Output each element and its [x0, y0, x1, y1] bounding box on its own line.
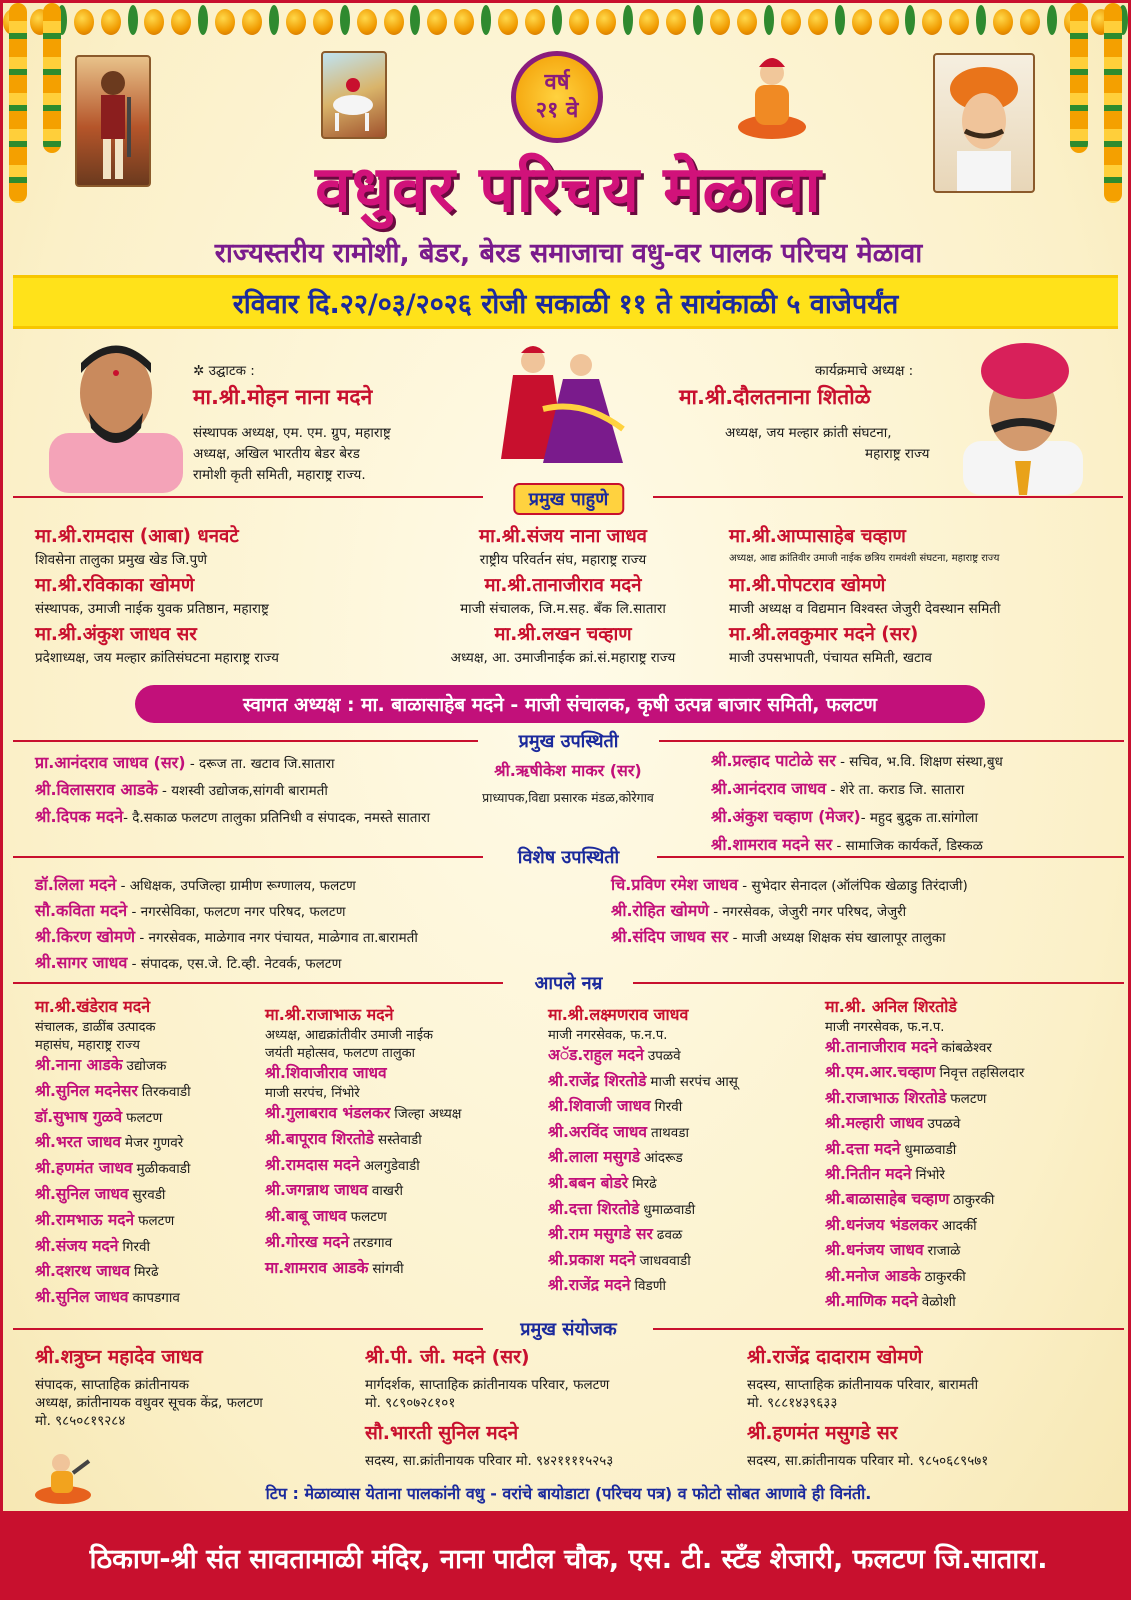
person-place: विडणी [634, 1278, 666, 1295]
person-place: उपळवे [647, 1048, 681, 1064]
person-name: श्री.दत्ता मदने [825, 1139, 901, 1158]
person-desc: - सचिव, भ.वि. शिक्षण संस्था,बुध [835, 754, 1003, 770]
person-name: श्री.शिवाजीराव जाधव [265, 1064, 387, 1082]
person-name: श्री.संजय मदने [35, 1236, 119, 1255]
person-place: निंभोरे [915, 1166, 945, 1183]
person-desc: माजी नगरसेवक, फ.न.प. [548, 1028, 668, 1043]
garland-flower [498, 9, 518, 35]
subtitle: राज्यस्तरीय रामोशी, बेडर, बेरड समाजाचा वधु-वर पालक परिचय मेळावा [214, 238, 923, 269]
garland-flower [242, 9, 262, 35]
person-name: श्री.धनंजय भंडलकर [825, 1215, 938, 1234]
person-place: फलटण [126, 1109, 163, 1126]
presence-row [35, 778, 328, 800]
guest-name: मा.श्री.रामदास (आबा) धनवटे [35, 526, 239, 547]
person-desc: संपादक, साप्ताहिक क्रांतीनायक [35, 1377, 189, 1393]
guest-name: मा.श्री.तानाजीराव मदने [484, 575, 642, 596]
person-place: निवृत्त तहसिलदार [939, 1065, 1025, 1082]
garland-leaf [128, 5, 138, 35]
person-name: मा.श्री.राजाभाऊ मदने [265, 1005, 394, 1024]
presence-heading: प्रमुख उपस्थिती [518, 731, 619, 752]
person-place: आदर्की [941, 1217, 977, 1234]
person-name: श्री.गोरख मदने [265, 1232, 350, 1251]
special-section-heading [3, 841, 1131, 873]
person-desc: महासंघ, महाराष्ट्र राज्य [35, 1038, 140, 1053]
person-desc: - अधिक्षक, उपजिल्हा ग्रामीण रूग्णालय, फलटण [116, 878, 356, 894]
garland-flower [949, 9, 969, 35]
guest-name: मा.श्री.रविकाका खोमणे [35, 575, 195, 596]
badge-line-1: वर्ष [544, 70, 570, 95]
list-item [265, 1127, 555, 1153]
person-name: प्रा.आनंदराव जाधव (सर) [35, 753, 186, 772]
guest-desc: अध्यक्ष, आ. उमाजीनाईक क्रां.सं.महाराष्ट्र राज्य [450, 650, 676, 666]
date-band [13, 275, 1118, 329]
person-desc: सदस्य, सा.क्रांतीनायक परिवार मो. ९८५०६८९५७१ [747, 1453, 989, 1469]
person-desc: प्राध्यापक,विद्या प्रसारक मंडळ,कोरेगाव [482, 790, 654, 805]
person-name: मा.श्री.लक्ष्मणराव जाधव [548, 1005, 689, 1024]
special-row [35, 873, 356, 895]
garland-leaf [905, 5, 915, 35]
person-desc: - सामाजिक कार्यकर्ते, डिस्कळ [832, 838, 983, 854]
person-place: मिरढे [133, 1264, 159, 1281]
person-desc: - दै.सकाळ फलटण तालुका प्रतिनिधी व संपादक, नमस्ते सातारा [123, 810, 430, 826]
guests-col-1 [35, 523, 415, 670]
list-item [825, 1289, 1115, 1314]
coordinator-3 [747, 1343, 1107, 1469]
person-name: श्री.एम.आर.चव्हाण [825, 1063, 936, 1082]
welcome-president-band [135, 685, 985, 723]
person-name: श्री.अंकुश चव्हाण (मेजर) [711, 807, 861, 826]
humble-heading: आपले नम्र [534, 973, 603, 994]
person-name: श्री.मल्हारी जाधव [825, 1114, 924, 1133]
person-name: सौ.कविता मदने [35, 901, 128, 920]
inaugurator-desc-1: संस्थापक अध्यक्ष, एम. एम. ग्रुप, महाराष्ट्र [193, 425, 391, 441]
main-title: वधुवर परिचय मेळावा [315, 152, 822, 227]
person-desc: - महुद बुद्रुक ता.सांगोला [860, 810, 978, 826]
person-place: सांगवी [372, 1260, 404, 1277]
person-desc: - शेरे ता. कराड जि. सातारा [826, 782, 965, 798]
list-item [825, 1111, 1115, 1136]
special-row [611, 899, 906, 921]
person-place: धुमाळवाडी [904, 1141, 957, 1158]
list-item [548, 1094, 828, 1120]
presence-row [35, 805, 430, 827]
list-item [825, 1264, 1115, 1289]
list-item [548, 1043, 828, 1069]
list-item [825, 1137, 1115, 1162]
person-name: श्री.माणिक मदने [825, 1291, 918, 1310]
right-garland-strand-2 [1070, 3, 1088, 153]
guest-desc: माजी संचालक, जि.म.सह. बँक लि.सातारा [460, 601, 666, 617]
person-place: मेजर गुणवरे [125, 1135, 184, 1152]
person-desc: सदस्य, सा.क्रांतीनायक परिवार मो. ९४२११११५२५३ [365, 1453, 614, 1469]
list-item [825, 1035, 1115, 1060]
list-item [35, 1259, 265, 1285]
guest-desc: माजी उपसभापती, पंचायत समिती, खटाव [729, 650, 932, 666]
person-phone: मो. ९८९०७२८१०१ [365, 1395, 456, 1411]
person-name: श्री.तानाजीराव मदने [825, 1038, 938, 1056]
garland-flower [286, 9, 306, 35]
guest-desc: प्रदेशाध्यक्ष, जय मल्हार क्रांतिसंघटना महाराष्ट्र राज्य [35, 650, 279, 666]
person-place: तिरकवाडी [141, 1083, 191, 1100]
list-item [35, 1105, 265, 1131]
garland-flower [454, 9, 474, 35]
list-item [548, 1222, 828, 1248]
person-place: जिल्हा अध्यक्ष [394, 1106, 462, 1122]
guests-col-2 [403, 523, 723, 670]
garland-flower [171, 9, 191, 35]
bride-groom-icon [473, 339, 643, 473]
person-place: ढवळ [656, 1227, 683, 1244]
garland-leaf [340, 5, 350, 35]
garland-flower [384, 9, 404, 35]
special-row [611, 873, 968, 895]
garland-leaf [623, 5, 633, 35]
person-place: ठाकुरकी [953, 1192, 995, 1209]
person-name: श्री.ऋषीकेश माकर (सर) [494, 761, 642, 780]
person-name: श्री.शत्रुघ्न महादेव जाधव [35, 1346, 203, 1368]
person-name: श्री.राजेंद्र दादाराम खोमणे [747, 1346, 923, 1368]
person-name: श्री.राजेंद्र मदने [548, 1276, 631, 1295]
inaugurator-name: मा.श्री.मोहन नाना मदने [193, 385, 373, 409]
garland-flower [666, 9, 686, 35]
person-place: सुरवडी [132, 1186, 166, 1203]
garland-leaf [198, 5, 208, 35]
presence-row [711, 777, 964, 799]
list-item [265, 1153, 555, 1179]
person-name: मा.श्री.खंडेराव मदने [35, 997, 151, 1016]
guest-name: मा.श्री.अंकुश जाधव सर [35, 624, 197, 645]
person-place: जाधववाडी [639, 1252, 691, 1269]
garland-leaf [764, 5, 774, 35]
garland-flower [569, 9, 589, 35]
person-desc: अध्यक्ष, आद्यक्रांतीवीर उमाजी नाईक [265, 1028, 433, 1043]
person-name: श्री.मनोज आडके [825, 1266, 921, 1285]
guests-section-heading [3, 481, 1131, 513]
person-name: श्री.दशरथ जाधव [35, 1262, 130, 1281]
list-item [265, 1178, 555, 1204]
garland-flower [357, 9, 377, 35]
person-desc: संचालक, डाळींब उत्पादक [35, 1020, 156, 1035]
guest-desc: माजी अध्यक्ष व विद्यमान विश्वस्त जेजुरी देवस्थान समिती [729, 601, 1001, 617]
person-name: मा.श्री. अनिल शिरतोडे [825, 997, 957, 1016]
person-place: गिरवी [122, 1238, 150, 1255]
garland-flower [737, 9, 757, 35]
person-name: मा.शामराव आडके [265, 1258, 369, 1277]
person-place: अलगुडेवाडी [363, 1157, 420, 1174]
garland-leaf [552, 5, 562, 35]
special-row [35, 925, 418, 947]
person-desc: - माजी अध्यक्ष शिक्षक संघ खालापूर तालुका [728, 930, 946, 946]
person-name: श्री.सुनिल जाधव [35, 1184, 129, 1203]
garland-flower [922, 9, 942, 35]
person-place: गिरवी [654, 1099, 683, 1116]
date-line: रविवार दि.२२/०३/२०२६ रोजी सकाळी ११ ते सायंकाळी ५ वाजेपर्यंत [232, 288, 899, 320]
person-place: उद्योजक [126, 1058, 167, 1074]
inaugurator-desc-3: रामोशी कृती समिती, महाराष्ट्र राज्य. [193, 467, 366, 483]
person-desc: सदस्य, साप्ताहिक क्रांतीनायक परिवार, बारामती [747, 1377, 979, 1393]
edition-badge [511, 51, 603, 143]
person-name: श्री.शिवाजी जाधव [548, 1097, 651, 1116]
person-place: मुळीकवाडी [136, 1161, 191, 1178]
person-desc: - नगरसेवक, माळेगाव नगर पंचायत, माळेगाव ता.बारामती [135, 930, 418, 946]
presence-center [453, 759, 683, 806]
humble-list [265, 1101, 555, 1282]
list-item [265, 1256, 555, 1282]
list-item [35, 1156, 265, 1182]
special-row [35, 899, 346, 921]
person-name: श्री.राम मसुगडे सर [548, 1225, 653, 1244]
list-item [265, 1101, 555, 1127]
battle-painting-image [321, 51, 387, 139]
list-item [548, 1197, 828, 1223]
person-name: श्री.भरत जाधव [35, 1133, 122, 1152]
person-desc: - यशस्वी उद्योजक,सांगवी बारामती [157, 783, 328, 799]
person-desc: - दरूज ता. खटाव जि.सातारा [185, 756, 335, 772]
list-item [548, 1145, 828, 1171]
inaugurator-desc-2: अध्यक्ष, अखिल भारतीय बेडर बेरड [193, 446, 360, 462]
person-place: ठाकुरकी [924, 1268, 966, 1285]
person-place: वेळोशी [921, 1293, 956, 1310]
humble-col-2 [265, 1003, 555, 1282]
person-desc: अध्यक्ष, क्रांतीनायक वधुवर सूचक केंद्र, फलटण [35, 1395, 263, 1411]
person-name: श्री.सागर जाधव [35, 953, 128, 972]
guest-desc: शिवसेना तालुका प्रमुख खेड जि.पुणे [35, 552, 207, 568]
man-turban-photo-icon [953, 331, 1093, 495]
person-name: श्री.पी. जी. मदने (सर) [365, 1346, 530, 1368]
person-place: कांबळेश्वर [941, 1040, 992, 1056]
marigold-garland [3, 3, 1128, 47]
president-desc-2: महाराष्ट्र राज्य [865, 446, 930, 462]
person-place: सस्तेवाडी [377, 1131, 422, 1148]
guest-desc: अध्यक्ष, आद्य क्रांतिवीर उमाजी नाईक छत्रिय रामवंशी संघटना, महाराष्ट्र राज्य [729, 553, 1000, 564]
badge-line-2: २१ वे [535, 98, 579, 123]
person-name: चि.प्रविण रमेश जाधव [611, 875, 738, 894]
list-item [548, 1273, 828, 1299]
person-name: श्री.सुनिल मदनेसर [35, 1081, 138, 1100]
humble-col-4 [825, 995, 1115, 1314]
garland-flower [427, 9, 447, 35]
guest-desc: राष्ट्रीय परिवर्तन संघ, महाराष्ट्र राज्य [479, 552, 647, 568]
guest-name: मा.श्री.आप्पासाहेब चव्हाण [729, 526, 906, 547]
humble-col-1 [35, 995, 265, 1311]
person-place: फलटण [950, 1090, 987, 1107]
list-item [825, 1060, 1115, 1085]
inaugurator-photo [41, 333, 191, 493]
list-item [35, 1182, 265, 1208]
coordinator-1 [35, 1343, 365, 1429]
venue-text: ठिकाण-श्री संत सावतामाळी मंदिर, नाना पाटील चौक, एस. टी. स्टँड शेजारी, फलटण जि.सातारा. [89, 1543, 1048, 1575]
person-desc: माजी नगरसेवक, फ.न.प. [825, 1020, 945, 1035]
person-name: श्री.राजाभाऊ शिरतोडे [825, 1088, 947, 1107]
person-name: अॅड.राहुल मदने [548, 1046, 644, 1064]
venue-band [3, 1511, 1131, 1600]
garland-flower [781, 9, 801, 35]
list-item [548, 1248, 828, 1274]
person-name: श्री.आनंदराव जाधव [711, 779, 827, 798]
person-name: श्री.गुलाबराव भंडलकर [265, 1104, 391, 1122]
humble-list [825, 1035, 1115, 1314]
person-phone: मो. ९८५०८१९२८४ [35, 1413, 126, 1429]
person-name: श्री.रामभाऊ मदने [35, 1210, 135, 1229]
guest-name: मा.श्री.संजय नाना जाधव [479, 526, 647, 547]
person-name: श्री.शामराव मदने सर [711, 835, 833, 854]
garland-flower [74, 9, 94, 35]
person-place: ताथवडा [650, 1124, 690, 1141]
guest-desc: संस्थापक, उमाजी नाईक युवक प्रतिष्ठान, महाराष्ट्र [35, 601, 269, 617]
coordinator-2 [365, 1343, 725, 1469]
person-name: श्री.बबन बोडरे [548, 1173, 629, 1192]
person-name: श्री.लाला मसुगडे [548, 1148, 641, 1167]
list-item [35, 1079, 265, 1105]
person-name: श्री.रामदास मदने [265, 1155, 360, 1174]
list-item [265, 1230, 555, 1256]
person-place: आंदरूड [644, 1150, 683, 1167]
list-item [35, 1053, 265, 1079]
person-name: श्री.किरण खोमणे [35, 927, 136, 946]
guest-name: मा.श्री.लवकुमार मदने (सर) [729, 624, 919, 645]
person-desc: - नगरसेवक, जेजुरी नगर परिषद, जेजुरी [708, 904, 907, 920]
garland-flower [993, 9, 1013, 35]
guest-name: मा.श्री.पोपटराव खोमणे [729, 575, 886, 596]
garland-leaf [481, 5, 491, 35]
president-role: कार्यक्रमाचे अध्यक्ष : [815, 363, 914, 379]
list-item [265, 1204, 555, 1230]
garland-flower [596, 9, 616, 35]
garland-leaf [693, 5, 703, 35]
list-item [825, 1086, 1115, 1111]
person-place: फलटण [350, 1209, 387, 1226]
person-desc: - सुभेदार सेनादल (ऑलंपिक खेळाडु तिरंदाजी) [737, 878, 968, 894]
person-name: श्री.दत्ता शिरतोडे [548, 1199, 640, 1218]
person-name: श्री.नितीन मदने [825, 1164, 912, 1183]
person-place: वाखरी [371, 1183, 403, 1200]
footer-tip: टिप : मेळाव्यास येताना पालकांनी वधु - वरांचे बायोडाटा (परिचय पत्र) व फोटो सोबत आणावे ही विनंती. [265, 1484, 872, 1503]
person-name: श्री.रोहित खोमणे [611, 901, 709, 920]
inaugurator-role: ✲ उद्घाटक : [193, 363, 255, 379]
person-place: तरडगाव [353, 1234, 393, 1251]
presence-row [711, 805, 978, 827]
presence-row [35, 751, 335, 773]
garland-leaf [269, 5, 279, 35]
couple-illustration [473, 339, 643, 473]
horse-rider-icon [323, 53, 385, 137]
person-name: डॉ.लिला मदने [35, 875, 117, 894]
person-name: श्री.प्रकाश मदने [548, 1250, 636, 1269]
president-name: मा.श्री.दौलतनाना शितोळे [679, 385, 871, 409]
list-item [548, 1069, 828, 1095]
person-name: श्री.अरविंद जाधव [548, 1122, 647, 1141]
person-name: सौ.भारती सुनिल मदने [365, 1422, 519, 1444]
left-garland-strand-2 [43, 3, 61, 153]
person-place: धुमाळवाडी [643, 1201, 696, 1218]
garland-flower [215, 9, 235, 35]
person-place: मिरढे [632, 1175, 657, 1192]
garland-leaf [976, 5, 986, 35]
person-place: उपळवे [927, 1116, 961, 1133]
person-name: डॉ.सुभाष गुळवे [35, 1107, 123, 1126]
person-name: श्री.बाबू जाधव [265, 1207, 347, 1226]
garland-flower [710, 9, 730, 35]
garland-flower [144, 9, 164, 35]
person-name: श्री.विलासराव आडके [35, 780, 158, 799]
list-item [548, 1120, 828, 1146]
garland-flower [808, 9, 828, 35]
saint-icon [735, 49, 809, 139]
person-name: श्री.प्रल्हाद पाटोळे सर [711, 751, 836, 770]
garland-leaf [1047, 5, 1057, 35]
person-name: श्री.धनंजय जाधव [825, 1241, 924, 1260]
person-name: श्री.सुनिल जाधव [35, 1288, 129, 1307]
president-photo [953, 331, 1093, 495]
list-item [35, 1234, 265, 1260]
person-phone: मो. ९८८१४३९६३३ [747, 1395, 838, 1411]
person-name: श्री.संदिप जाधव सर [611, 927, 729, 946]
person-desc: माजी सरपंच, निंभोरे [265, 1086, 360, 1101]
person-name: श्री.राजेंद्र शिरतोडे [548, 1071, 647, 1090]
person-name: श्री.बाळासाहेब चव्हाण [825, 1190, 950, 1209]
person-place: राजाळे [927, 1243, 961, 1260]
humble-list [35, 1053, 265, 1311]
person-desc: जयंती महोत्सव, फलटण तालुका [265, 1046, 416, 1061]
list-item [825, 1187, 1115, 1212]
garland-flower [639, 9, 659, 35]
garland-leaf [835, 5, 845, 35]
garland-flower [1020, 9, 1040, 35]
coordinators-section-heading [3, 1313, 1131, 1345]
saint-image [735, 49, 809, 139]
special-heading: विशेष उपस्थिती [517, 847, 620, 868]
list-item [825, 1238, 1115, 1263]
humble-col-3 [548, 1003, 828, 1299]
person-name: श्री.दिपक मदने [35, 807, 124, 826]
list-item [825, 1213, 1115, 1238]
list-item [825, 1162, 1115, 1187]
welcome-text: स्वागत अध्यक्ष : मा. बाळासाहेब मदने - माजी संचालक, कृषी उत्पन्न बाजार समिती, फलटण [243, 694, 877, 716]
guests-heading: प्रमुख पाहुणे [513, 483, 624, 515]
special-row [611, 925, 946, 947]
garland-flower [313, 9, 333, 35]
person-name: श्री.नाना आडके [35, 1056, 123, 1074]
garland-flower [879, 9, 899, 35]
garland-flower [525, 9, 545, 35]
guests-col-3 [729, 523, 1124, 670]
guest-name: मा.श्री.लखन चव्हाण [494, 624, 632, 645]
person-place: फलटण [138, 1212, 175, 1229]
person-place: माजी सरपंच आसू [650, 1073, 738, 1090]
person-desc: - नगरसेविका, फलटण नगर परिषद, फलटण [127, 904, 346, 920]
list-item [35, 1130, 265, 1156]
person-name: श्री.हणमंत जाधव [35, 1159, 133, 1178]
man-photo-icon [41, 333, 191, 493]
humble-list [548, 1043, 828, 1299]
person-name: श्री.हणमंत मसुगडे सर [747, 1422, 898, 1444]
garland-flower [852, 9, 872, 35]
person-desc: - संपादक, एस.जे. टि.व्ही. नेटवर्क, फलटण [127, 956, 342, 972]
list-item [548, 1171, 828, 1197]
list-item [35, 1285, 265, 1311]
garland-flower [101, 9, 121, 35]
coordinators-heading: प्रमुख संयोजक [520, 1319, 617, 1340]
person-desc: मार्गदर्शक, साप्ताहिक क्रांतीनायक परिवार, फलटण [365, 1377, 610, 1393]
list-item [35, 1208, 265, 1234]
garland-leaf [410, 5, 420, 35]
person-name: श्री.बापूराव शिरतोडे [265, 1129, 374, 1148]
president-desc-1: अध्यक्ष, जय मल्हार क्रांती संघटना, [725, 425, 892, 441]
person-name: श्री.जगन्नाथ जाधव [265, 1181, 368, 1200]
person-place: कापडगाव [132, 1290, 180, 1307]
presence-row [711, 749, 1003, 771]
